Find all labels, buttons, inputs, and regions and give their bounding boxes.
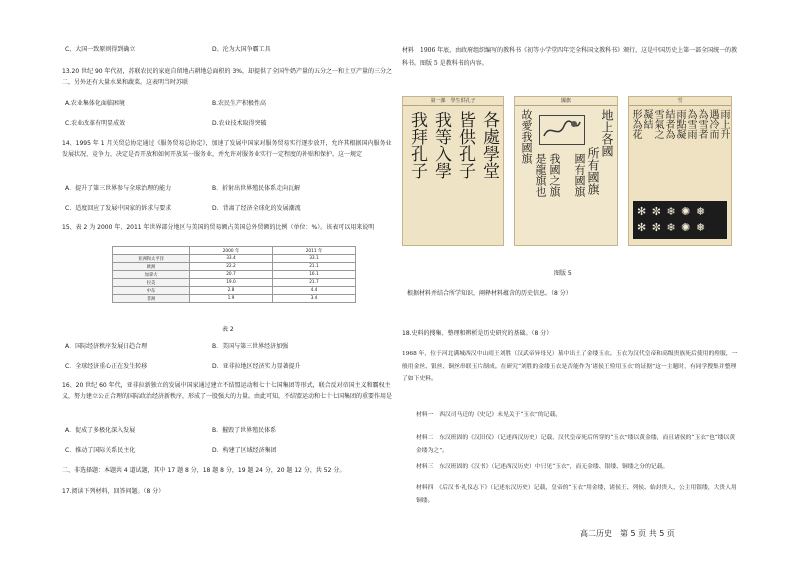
table-row	[113, 263, 356, 271]
q16-option-a: A．促成了多极化深入发展	[65, 427, 136, 434]
textbook-page-3-col: 雨點凝	[674, 109, 685, 139]
textbook-page-1	[402, 96, 504, 246]
textbook-page-3	[628, 96, 732, 246]
table-caption: 表 2	[222, 326, 234, 333]
material-intro: 材料 1906 年底，由政府组织编写的教科书《初等小学堂四年完全科国文教科书》颁行，这是中国历史上第一部全国统一的教科书。图版 5 是教科书的内容。	[402, 47, 738, 67]
snowflake-icon: ✻ ✼ ❄ ✺ ❅	[637, 205, 707, 218]
q15-option-d: D．亚非拉地区经济实力显著提升	[212, 363, 301, 370]
table-cell: 4.4	[273, 287, 356, 295]
figure-caption: 图版 5	[554, 270, 572, 277]
q16-option-b: B．摧毁了世界殖民体系	[212, 427, 277, 434]
textbook-page-2-header: 國旗	[515, 97, 617, 106]
textbook-page-3-header: 雪	[629, 97, 731, 106]
q14-option-d: D．背离了经济全球化的发展潮流	[212, 205, 301, 212]
q16-option-c: C．推动了国际关系民主化	[65, 447, 136, 454]
material-3: 材料三 东汉班固的《汉书》（记述西汉历史）中只见“玉衣”，而无金缕、银缕、铜缕之分的记载。	[416, 464, 669, 470]
textbook-page-3-col: 為雪雨	[685, 109, 696, 139]
q14-option-b: B．折射出世界殖民体系走向瓦解	[212, 185, 301, 192]
table-cell: 亚洲和太平洋	[113, 255, 190, 263]
q15-option-c: C．全球经济重心正在发生转移	[65, 363, 148, 370]
q14-option-a: A．提升了第三世界参与全球治理的能力	[65, 185, 172, 192]
q12-option-d: D、沦为大国争霸工具	[212, 46, 271, 53]
table-cell: 1.9	[190, 295, 273, 303]
table-row	[113, 287, 356, 295]
table-cell: 21.7	[273, 279, 356, 287]
table-cell: 33.1	[273, 255, 356, 263]
textbook-page-2-col: 故愛我國旗	[520, 109, 533, 164]
material-1: 材料一 西汉司马迁的《史记》未见关于“玉衣”的记载。	[416, 412, 562, 418]
textbook-page-2-col: 地上各國	[600, 109, 614, 157]
q13-stem: 13.20 世纪 90 年代初，苏联农民的家庭自留地占耕地总面积的 3%，却提供了全国牛奶产量的五分之一和土豆产量的三分之二，另外还有大量水果和蔬菜。这表明当时苏联	[62, 68, 392, 86]
table-cell: 拉美	[113, 279, 190, 287]
snowflake-panel	[633, 201, 727, 239]
q15-option-b: B．美国与第三世界经济加强	[212, 343, 289, 350]
table-cell: 19.0	[190, 279, 273, 287]
textbook-page-2-col: 是龍旗也	[534, 153, 547, 197]
q16-stem: 16、20 世纪 60 年代，亚非拉新独立的发展中国家通过建立不结盟运动和七十七国集团等形式，联合反对帝国主义和霸权主义，努力建立公正合理的国际政治经济新秩序，形成了一股强大的力量。由此可知，不结盟运动和七十七国集团的重要作用是	[62, 382, 393, 400]
trade-share-table	[112, 246, 356, 303]
textbook-page-3-col: 雨上升	[718, 109, 729, 139]
q18-heading: 18.史料的搜集、整理和辨析是历史研究的基础。（8 分）	[402, 330, 553, 337]
table-header-cell	[113, 247, 190, 255]
table-cell: 非洲	[113, 295, 190, 303]
table-cell: 20.7	[190, 271, 273, 279]
textbook-page-3-col: 為雪者	[696, 109, 707, 139]
material-4: 材料四 《后汉书·礼仪志下》（记述东汉历史）记载，皇帝的“玉衣”用金缕，诸侯王、列侯、始封贵人、公主用银缕，大贵人用铜缕。	[416, 485, 737, 504]
table-cell: 16.1	[273, 271, 356, 279]
q13-option-c: C.农业改革有明显成效	[65, 120, 126, 127]
q14-option-c: C．适度回应了发展中国家的诉求与要求	[65, 205, 172, 212]
table-cell: 3.4	[273, 295, 356, 303]
table-cell: 22.2	[190, 263, 273, 271]
snowflake-icon: ✻ ✼ ❄ ✺ ❅	[637, 221, 707, 234]
q18-intro: 1968 年，位于河北满城西汉中山靖王刘胜（汉武帝异母兄）墓中出土了金缕玉衣。玉衣为汉代皇帝和高级贵族死后使用的殓服，一般用金丝、银丝、铜丝串联玉片制成。在研究“刘胜的金缕玉衣是否能作为‘诸侯王殓用玉衣’的证据”这一主题时，有同学搜集并整理了如下史料。	[402, 351, 738, 382]
textbook-page-1-col: 我等入學	[431, 111, 451, 179]
q13-option-b: B.农民生产积极性高	[212, 100, 267, 107]
textbook-page-2-col: 我國之旗	[548, 153, 561, 197]
textbook-page-1-col: 皆供孔子	[455, 111, 475, 179]
textbook-page-2	[514, 96, 618, 246]
page-footer: 高二历史 第 5 页 共 5 页	[580, 529, 675, 538]
table-cell: 2.8	[190, 287, 273, 295]
q12-option-c: C、大国一致原则得到确立	[65, 46, 136, 53]
textbook-page-2-col: 所有國旗	[586, 147, 600, 195]
table-cell: 中东	[113, 287, 190, 295]
q13-option-d: D.农业技术取得突破	[212, 120, 267, 127]
textbook-page-1-col: 各處學堂	[479, 111, 499, 179]
q17-heading: 17.阅读下列材料，回答问题。（8 分）	[62, 488, 165, 495]
q15-stem: 15、表 2 为 2000 年、2011 年世界部分地区与美国的贸易额占美国总外贸额的比例（单位：%）。该表可以用来说明	[62, 224, 375, 231]
table-row	[113, 271, 356, 279]
textbook-page-3-col: 形為花	[630, 109, 641, 139]
section-2-heading: 二、非选择题：本题共 4 道试题，其中 17 题 8 分，18 题 8 分，19 题 24 分，20 题 12 分，共 52 分。	[62, 467, 346, 474]
table-header-cell: 2000 年	[190, 247, 273, 255]
textbook-page-3-col: 雪氣之	[652, 109, 663, 139]
textbook-page-2-col: 國有國旗	[573, 153, 586, 197]
table-header-cell: 2011 年	[273, 247, 356, 255]
q14-stem: 14、1995 年 1 月关贸总协定通过《服务贸易总协定》，加速了发展中国家对服务贸易实行逐步放开，允许其根据国内服务业发展状况、竞争力，决定是否开放和如何开放某一服务业，并允许对服务业实行一定程度的补贴和保护。这一规定	[62, 140, 392, 158]
dragon-flag-icon	[539, 115, 585, 145]
q16-option-d: D．构建了区域经济集团	[212, 447, 277, 454]
table-row	[113, 255, 356, 263]
table-cell: 33.4	[190, 255, 273, 263]
textbook-page-1-header: 第一課 學生供孔子	[403, 97, 503, 106]
q15-option-a: A．国际经济秩序发展日趋合理	[65, 343, 148, 350]
q17-prompt: 根据材料并结合所学知识，阐释材料蕴含的历史信息。（8 分）	[407, 290, 572, 297]
textbook-page-1-col: 我拜孔子	[407, 111, 427, 179]
textbook-page-3-col: 凝結	[641, 109, 652, 129]
table-cell: 21.1	[273, 263, 356, 271]
table-row	[113, 295, 356, 303]
table-cell: 加拿大	[113, 271, 190, 279]
table-cell: 欧洲	[113, 263, 190, 271]
q13-option-a: A.农业集体化面临困境	[65, 100, 125, 107]
table-row	[113, 279, 356, 287]
textbook-page-3-col: 遇冷而	[707, 109, 718, 139]
textbook-page-3-col: 結者為	[663, 109, 674, 139]
table-header-row	[113, 247, 356, 255]
material-2: 材料二 东汉班固的《汉旧仪》（记述西汉历史）记载，汉代皇帝死后所穿的“玉衣”缕以黄金缕，而且诸侯的“玉衣”也“缕以黄金缕为之”。	[416, 435, 736, 454]
